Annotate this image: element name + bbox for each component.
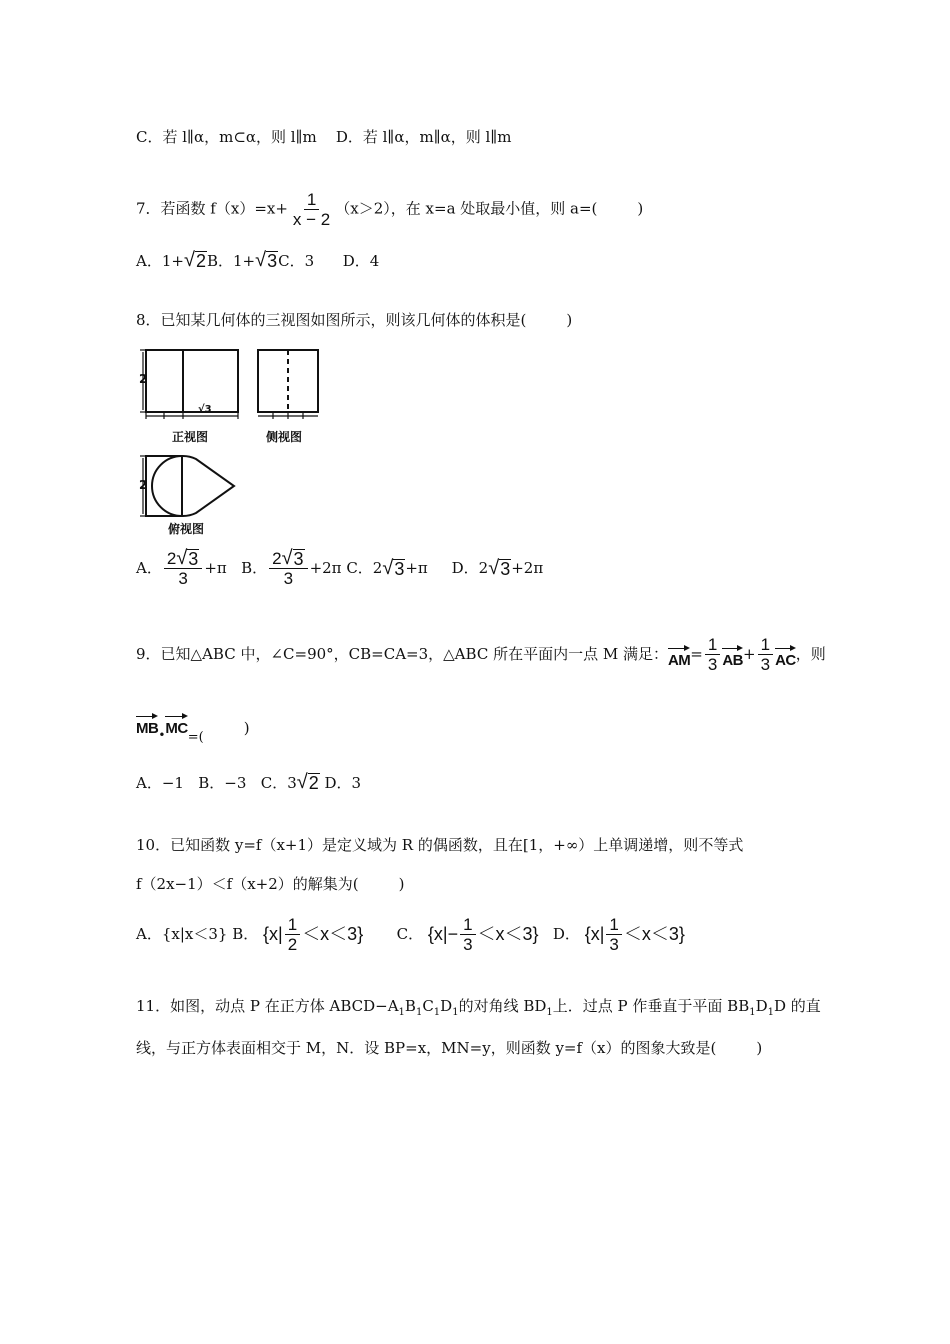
q9-stem-text: 9．已知△ABC 中，∠C=90°，CB=CA=3，△ABC 所在平面内一点 M 满足： (136, 645, 668, 663)
q10-paren-close: ) (398, 875, 405, 893)
three-view-figure (138, 344, 338, 534)
q11-paren-close: ) (756, 1039, 763, 1057)
q10-option-d: D． (552, 925, 580, 943)
q9-dot: • (158, 728, 166, 742)
q9-paren-close: ) (243, 719, 250, 737)
q10-option-c: C． (396, 925, 424, 943)
q8-paren-close: ) (566, 311, 573, 329)
q7-stem (136, 190, 643, 229)
q8-option-b-tail: +2π (309, 559, 342, 577)
q9-frac-1: $\frac{1}{3}$ (705, 635, 720, 674)
q10-option-b-frac: $\frac{1}{2}$ (285, 915, 300, 954)
q9-option-b: B．−3 (198, 774, 247, 792)
q9-vector-am: AM (667, 652, 691, 669)
q9-vector-ab: AB (722, 652, 744, 669)
q9-option-a: A．−1 (136, 774, 184, 792)
top-height-label: 2 (139, 478, 148, 492)
q8-option-d-tail: +2π (511, 559, 544, 577)
q7-frac-num: 1 (304, 190, 319, 210)
q8-option-c-tail: +π (405, 559, 428, 577)
q7-option-b: B．1+ (206, 252, 256, 270)
q10-line-2 (136, 874, 405, 894)
q7-fraction (290, 190, 333, 229)
q8-option-d: D．2 (451, 559, 489, 577)
q9-tail: ，则 (795, 645, 826, 663)
q6-options (136, 127, 511, 147)
q10-option-a: A．{x|x＜3} (136, 925, 228, 943)
q9-vector-mc: MC (165, 720, 188, 737)
q7-option-c: C．3 (278, 252, 315, 270)
front-height-label: 2 (139, 372, 148, 386)
q10-option-c-frac: $\frac{1}{3}$ (460, 915, 475, 954)
q9-ask: =( (187, 730, 204, 745)
q7-paren-close: ) (637, 199, 644, 218)
q7-option-d: D．4 (342, 252, 380, 270)
q10-option-d-frac: $\frac{1}{3}$ (606, 915, 621, 954)
q9-options (136, 772, 361, 793)
q10-option-b: B． (232, 925, 259, 943)
q8-option-b: B． (241, 559, 268, 577)
q10-line-1: 10．已知函数 y=f（x+1）是定义域为 R 的偶函数，且在[1，+∞）上单调递增，则不等式 (136, 836, 744, 854)
q7-frac-den: x − 2 (292, 210, 331, 229)
front-width-label: √3 (198, 404, 212, 415)
q7-stem-text: 7．若函数 f（x）=x+ (136, 199, 288, 218)
q8-stem (136, 310, 572, 330)
q8-option-c-sqrt: √ 3 (382, 557, 405, 579)
q8-options (136, 548, 543, 588)
front-view-label: 正视图 (172, 430, 209, 444)
q8-stem-text: 8．已知某几何体的三视图如图所示，则该几何体的体积是( (136, 311, 527, 329)
q7-options (136, 250, 379, 271)
q6-option-c: C．若 l∥α，m⊂α，则 l∥m (136, 128, 317, 146)
q9-option-d: D．3 (324, 774, 362, 792)
q9-option-c-sqrt: √ 2 (296, 771, 319, 793)
q9-dot-product (136, 718, 250, 748)
q9-stem (136, 632, 826, 676)
top-view-label: 俯视图 (168, 522, 205, 536)
q11-line-2 (136, 1038, 762, 1058)
q8-option-a-frac: 2 √ 3 3 (164, 548, 202, 588)
q9-vector-ac: AC (775, 652, 796, 669)
q7-stem-text-2: （x＞2），在 x=a 处取最小值，则 a=( (335, 199, 598, 218)
q9-frac-2: $\frac{1}{3}$ (758, 635, 773, 674)
side-view-label: 侧视图 (266, 430, 303, 444)
q9-option-c: C．3 (260, 774, 297, 792)
three-view-drawing (138, 344, 338, 534)
q8-option-a-tail: +π (204, 559, 227, 577)
q6-option-d: D．若 l∥α，m∥α，则 l∥m (335, 128, 512, 146)
q7-option-a: A．1+ (136, 252, 184, 270)
q11-line-2-text: 线，与正方体表面相交于 M，N．设 BP=x，MN=y，则函数 y=f（x）的图象大致是( (136, 1039, 717, 1057)
q8-option-a: A． (136, 559, 162, 577)
q8-option-b-frac: 2 √ 3 3 (269, 548, 307, 588)
q9-plus: + (743, 645, 756, 663)
q7-option-a-sqrt: √ 2 (183, 249, 206, 271)
q8-option-c: C．2 (346, 559, 383, 577)
q10-options: A．{x|x＜3} B． {x| $\frac{1}{2}$ ＜x＜3} C． {x|− $\frac{1}{3}$ ＜x＜3} D． {x| $\frac{1}{3}$ ＜x＜3} (136, 914, 685, 954)
q10-line-2-text: f（2x−1）＜f（x+2）的解集为( (136, 875, 359, 893)
q8-option-d-sqrt: √ 3 (488, 557, 511, 579)
q9-equals: = (690, 645, 703, 663)
q7-option-b-sqrt: √ 3 (255, 249, 278, 271)
q11-line-1: 11．如图，动点 P 在正方体 $ABCD-A_1B_1C_1D_1$的对角线 $BD_1$上．过点 P 作垂直于平面 $BB_1D_1D$ 的直 (136, 997, 821, 1018)
q9-vector-mb: MB (136, 720, 159, 737)
